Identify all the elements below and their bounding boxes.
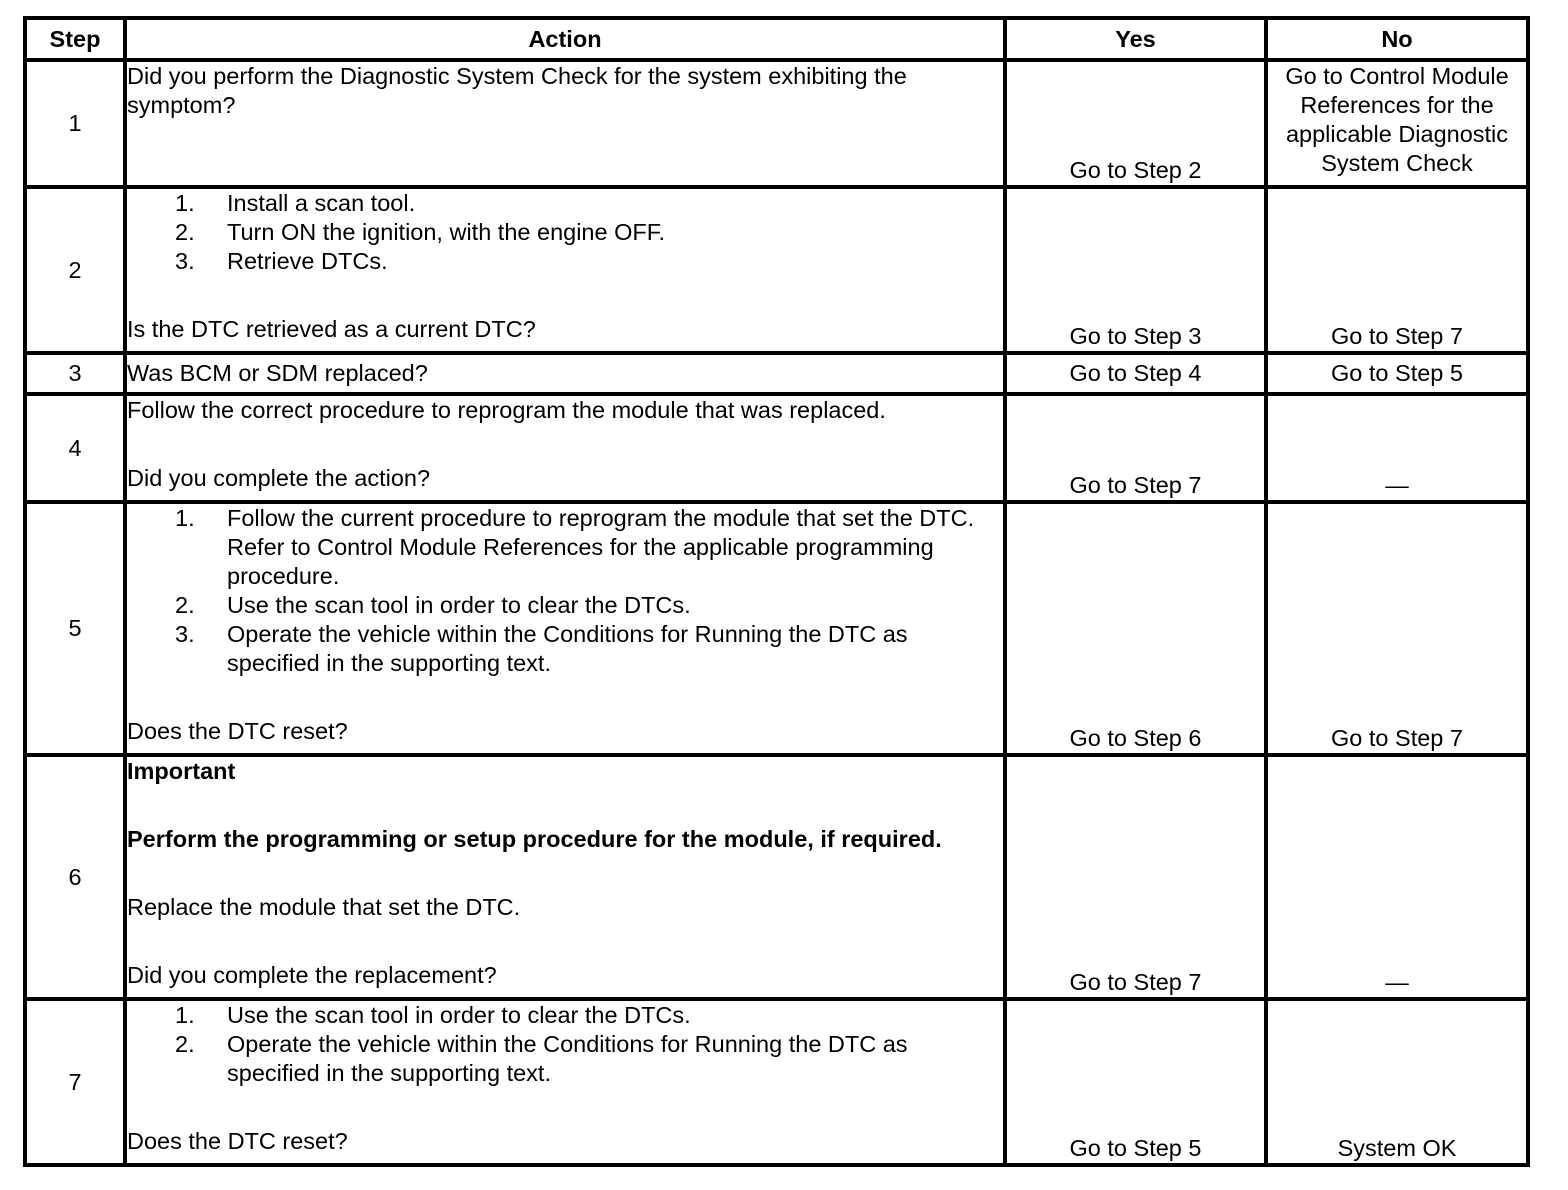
- action-question: Is the DTC retrieved as a current DTC?: [127, 316, 536, 342]
- no-cell: System OK: [1266, 999, 1528, 1165]
- table-row: [25, 755, 1528, 999]
- no-cell: Go to Control Module References for the applicable Diagnostic System Check: [1266, 60, 1528, 187]
- yes-cell: Go to Step 7: [1005, 755, 1266, 999]
- important-label: Important: [127, 758, 236, 784]
- list-item: 3. Retrieve DTCs.: [175, 248, 388, 274]
- yes-cell: Go to Step 5: [1005, 999, 1266, 1165]
- list-item: 2. Operate the vehicle within the Conditions for Running the DTC as specified in the supporting text.: [175, 1031, 908, 1086]
- header-step: Step: [25, 18, 125, 60]
- yes-cell: Go to Step 2: [1005, 60, 1266, 187]
- action-question: Did you complete the replacement?: [127, 962, 497, 988]
- no-cell: Go to Step 5: [1266, 353, 1528, 394]
- yes-cell: Go to Step 7: [1005, 394, 1266, 502]
- list-item: 1. Install a scan tool.: [175, 190, 416, 216]
- step-number: 3: [25, 353, 125, 394]
- action-instruction: Follow the correct procedure to reprogram the module that was replaced.: [127, 397, 886, 423]
- action-cell: [125, 353, 1005, 394]
- action-cell: [125, 60, 1005, 187]
- yes-cell: Go to Step 6: [1005, 502, 1266, 755]
- list-item: 3. Operate the vehicle within the Conditions for Running the DTC as specified in the supporting text.: [175, 621, 908, 676]
- no-cell: Go to Step 7: [1266, 187, 1528, 353]
- no-cell: —: [1266, 755, 1528, 999]
- no-cell: Go to Step 7: [1266, 502, 1528, 755]
- action-question: Does the DTC reset?: [127, 718, 348, 744]
- list-item: 2. Turn ON the ignition, with the engine OFF.: [175, 219, 666, 245]
- header-row: [25, 18, 1528, 60]
- table-row: [25, 353, 1528, 394]
- action-cell: [125, 187, 1005, 353]
- no-cell: —: [1266, 394, 1528, 502]
- header-yes: Yes: [1005, 18, 1266, 60]
- step-number: 5: [25, 502, 125, 755]
- diagnostic-table: [23, 16, 1530, 1167]
- step-number: 1: [25, 60, 125, 187]
- yes-cell: Go to Step 3: [1005, 187, 1266, 353]
- important-text: Perform the programming or setup procedure for the module, if required.: [127, 826, 942, 852]
- action-question: Was BCM or SDM replaced?: [127, 360, 428, 386]
- action-cell: [125, 394, 1005, 502]
- action-question: Did you perform the Diagnostic System Check for the system exhibiting the symptom?: [127, 63, 907, 118]
- header-action: Action: [125, 18, 1005, 60]
- list-item: 1. Use the scan tool in order to clear the DTCs.: [175, 1002, 691, 1028]
- table-row: [25, 60, 1528, 187]
- table-row: [25, 394, 1528, 502]
- table-row: [25, 999, 1528, 1165]
- action-cell: [125, 999, 1005, 1165]
- list-item: 2. Use the scan tool in order to clear the DTCs.: [175, 592, 691, 618]
- action-steps-list: [127, 189, 1003, 276]
- action-steps-list: [127, 1001, 1003, 1088]
- action-cell: [125, 502, 1005, 755]
- step-number: 4: [25, 394, 125, 502]
- list-item: 1. Follow the current procedure to reprogram the module that set the DTC. Refer to Control Module References for the applicable programming procedure.: [175, 505, 975, 589]
- action-steps-list: [127, 504, 1003, 678]
- table-row: [25, 502, 1528, 755]
- action-question: Does the DTC reset?: [127, 1128, 348, 1154]
- table-row: [25, 187, 1528, 353]
- action-cell: [125, 755, 1005, 999]
- action-instruction: Replace the module that set the DTC.: [127, 894, 521, 920]
- yes-cell: Go to Step 4: [1005, 353, 1266, 394]
- step-number: 6: [25, 755, 125, 999]
- step-number: 2: [25, 187, 125, 353]
- header-no: No: [1266, 18, 1528, 60]
- action-question: Did you complete the action?: [127, 465, 431, 491]
- step-number: 7: [25, 999, 125, 1165]
